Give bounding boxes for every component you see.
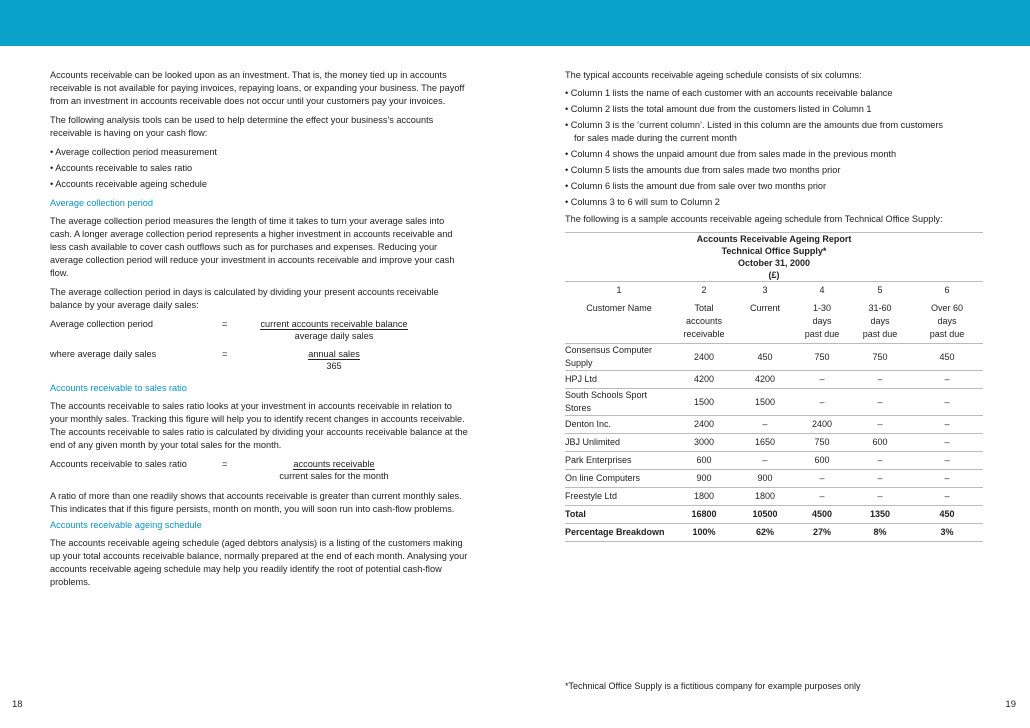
report-currency: (£) — [768, 270, 780, 280]
percentage-cell: 62% — [735, 524, 795, 542]
amount-cell: 1800 — [673, 488, 735, 506]
collection-period-paragraph: The average collection period measures the length of time it takes to turn your average sales into cash. A longer average collection period represents a higher investment in accounts receivable and less cash available to cover cash outflows such as for purchases and expenses. Reducing your average collection period will reduce your investment in accounts receivable and improve your cash flow. — [50, 216, 455, 278]
formula-denominator: average daily sales — [294, 331, 374, 341]
sample-intro: The following is a sample accounts receivable ageing schedule from Technical Office Supply: — [565, 214, 943, 224]
customer-name-cell: HPJ Ltd — [565, 371, 673, 389]
report-date: October 31, 2000 — [737, 258, 811, 268]
total-cell: 16800 — [673, 506, 735, 524]
amount-cell: – — [849, 488, 911, 506]
amount-cell: – — [735, 452, 795, 470]
formula-equals: = — [222, 349, 228, 359]
bullet-item: • Column 3 is the ‘current column’. Listed in this column are the amounts due from customers — [565, 120, 944, 130]
amount-cell: 600 — [795, 452, 849, 470]
ratio-paragraph: The accounts receivable to sales ratio looks at your investment in accounts receivable in relation to your monthly sales. Tracking this figure will help you to identify recent changes in accounts receivable. The accounts receivable to sales ratio is calculated by dividing your accounts receivable balance at the end of any given month by your total sales for the month. — [50, 401, 468, 450]
column-number: 2 — [673, 282, 735, 300]
amount-cell: – — [911, 470, 983, 488]
formula-label: Accounts receivable to sales ratio — [50, 459, 187, 469]
section-heading: Average collection period — [50, 198, 154, 208]
formula-label: Average collection period — [50, 319, 154, 329]
customer-name-cell: Park Enterprises — [565, 452, 673, 470]
left-column — [50, 69, 468, 595]
page-number-left: 18 — [12, 699, 23, 710]
amount-cell: 1500 — [735, 389, 795, 416]
bullet-item: • Average collection period measurement — [50, 147, 217, 157]
report-company: Technical Office Supply* — [721, 246, 827, 256]
amount-cell: – — [911, 452, 983, 470]
amount-cell: 600 — [849, 434, 911, 452]
bullet-item: • Column 2 lists the total amount due from the customers listed in Column 1 — [565, 104, 872, 114]
header-total: Total accounts receivable — [673, 300, 735, 344]
footnote: *Technical Office Supply is a fictitious company for example purposes only — [565, 681, 861, 691]
percentage-cell: 8% — [849, 524, 911, 542]
amount-cell: – — [795, 371, 849, 389]
formula-ratio — [50, 458, 468, 484]
amount-cell: – — [849, 416, 911, 434]
column-number: 3 — [735, 282, 795, 300]
table-row — [565, 371, 983, 389]
amount-cell: 1800 — [735, 488, 795, 506]
table-row — [565, 434, 983, 452]
column-number: 4 — [795, 282, 849, 300]
bullet-item: • Columns 3 to 6 will sum to Column 2 — [565, 197, 720, 207]
bullet-item: • Column 4 shows the unpaid amount due from sales made in the previous month — [565, 149, 897, 159]
top-banner — [0, 0, 1030, 46]
amount-cell: – — [849, 470, 911, 488]
customer-name-cell: Consensus Computer Supply — [565, 344, 673, 371]
table-row — [565, 452, 983, 470]
amount-cell: – — [911, 371, 983, 389]
total-cell: 4500 — [795, 506, 849, 524]
formula-label: where average daily sales — [50, 349, 157, 359]
calculation-paragraph: The average collection period in days is calculated by dividing your present accounts receivable balance by your average daily sales: — [50, 287, 439, 310]
bullet-item-continued: for sales made during the current month — [574, 133, 737, 143]
tools-paragraph: The following analysis tools can be used to help determine the effect your business’s accounts receivable is having on your cash flow: — [50, 115, 434, 138]
amount-cell: – — [795, 470, 849, 488]
amount-cell: – — [849, 371, 911, 389]
bullet-item: • Accounts receivable ageing schedule — [50, 179, 207, 189]
formula-denominator: current sales for the month — [279, 471, 389, 481]
table-row — [565, 416, 983, 434]
total-cell: 450 — [911, 506, 983, 524]
amount-cell: 450 — [735, 344, 795, 371]
bullet-item: • Column 5 lists the amounts due from sales made two months prior — [565, 165, 841, 175]
amount-cell: 450 — [911, 344, 983, 371]
amount-cell: 600 — [673, 452, 735, 470]
column-number: 5 — [849, 282, 911, 300]
report-title — [565, 233, 983, 282]
formula-denominator: 365 — [326, 361, 342, 371]
column-number: 6 — [911, 282, 983, 300]
total-label: Total — [565, 506, 673, 524]
customer-name-cell: Freestyle Ltd — [565, 488, 673, 506]
percentage-cell: 100% — [673, 524, 735, 542]
amount-cell: – — [911, 389, 983, 416]
formula-equals: = — [222, 319, 228, 329]
formula-numerator: accounts receivable — [293, 459, 375, 469]
amount-cell: 4200 — [735, 371, 795, 389]
customer-name-cell: South Schools Sport Stores — [565, 389, 673, 416]
amount-cell: 2400 — [673, 344, 735, 371]
amount-cell: – — [795, 389, 849, 416]
formula-numerator: current accounts receivable balance — [260, 319, 408, 329]
table-row — [565, 470, 983, 488]
amount-cell: 1500 — [673, 389, 735, 416]
total-cell: 10500 — [735, 506, 795, 524]
amount-cell: 900 — [735, 470, 795, 488]
amount-cell: – — [911, 434, 983, 452]
amount-cell: – — [795, 488, 849, 506]
header-customer-name: Customer Name — [565, 300, 673, 344]
amount-cell: 1650 — [735, 434, 795, 452]
schedule-intro: The typical accounts receivable ageing schedule consists of six columns: — [565, 70, 862, 80]
section-heading: Accounts receivable ageing schedule — [50, 520, 202, 530]
column-number: 1 — [565, 282, 673, 300]
intro-paragraph: Accounts receivable can be looked upon as an investment. That is, the money tied up in accounts receivable is not available for paying invoices, repaying loans, or expanding your business. The payoff from an investment in accounts receivable does not occur until your customers pay your invoices. — [50, 70, 465, 106]
header-31-60: 31-60 days past due — [849, 300, 911, 344]
formula-collection-period — [50, 318, 468, 344]
amount-cell: 750 — [795, 434, 849, 452]
percentage-cell: 3% — [911, 524, 983, 542]
bullet-item: • Column 6 lists the amount due from sale over two months prior — [565, 181, 827, 191]
customer-name-cell: JBJ Unlimited — [565, 434, 673, 452]
section-heading: Accounts receivable to sales ratio — [50, 383, 187, 393]
amount-cell: – — [911, 416, 983, 434]
amount-cell: – — [911, 488, 983, 506]
amount-cell: 2400 — [673, 416, 735, 434]
ageing-schedule-paragraph: The accounts receivable ageing schedule (aged debtors analysis) is a listing of the customers making up your total accounts receivable balance, normally prepared at the end of each month. Analysing your accounts receivable ageing schedule may help you readily identify the root of potential cash-flow problems. — [50, 538, 468, 587]
header-1-30: 1-30 days past due — [795, 300, 849, 344]
formula-equals: = — [222, 459, 228, 469]
header-current: Current — [735, 300, 795, 344]
amount-cell: 750 — [795, 344, 849, 371]
table-row — [565, 389, 983, 416]
amount-cell: 4200 — [673, 371, 735, 389]
column-bullets — [565, 87, 983, 209]
header-over-60: Over 60 days past due — [911, 300, 983, 344]
total-row — [565, 506, 983, 524]
percentage-cell: 27% — [795, 524, 849, 542]
percentage-label: Percentage Breakdown — [565, 524, 673, 542]
report-title-line: Accounts Receivable Ageing Report — [696, 234, 852, 244]
bullet-item: • Column 1 lists the name of each customer with an accounts receivable balance — [565, 88, 893, 98]
amount-cell: – — [735, 416, 795, 434]
customer-name-cell: On line Computers — [565, 470, 673, 488]
customer-name-cell: Denton Inc. — [565, 416, 673, 434]
table-row — [565, 344, 983, 371]
formula-numerator: annual sales — [308, 349, 360, 359]
page-number-right: 19 — [1005, 699, 1016, 710]
amount-cell: – — [849, 452, 911, 470]
amount-cell: 3000 — [673, 434, 735, 452]
percentage-row — [565, 524, 983, 542]
amount-cell: 900 — [673, 470, 735, 488]
ratio-interpretation-paragraph: A ratio of more than one readily shows that accounts receivable is greater than current monthly sales. This indicates that if this figure persists, month on month, you will soon run into cash-flow problems. — [50, 491, 462, 514]
amount-cell: 2400 — [795, 416, 849, 434]
right-column — [565, 69, 983, 542]
bullet-item: • Accounts receivable to sales ratio — [50, 163, 193, 173]
ageing-report-table — [565, 232, 983, 542]
formula-daily-sales — [50, 348, 468, 374]
table-row — [565, 488, 983, 506]
total-cell: 1350 — [849, 506, 911, 524]
amount-cell: 750 — [849, 344, 911, 371]
amount-cell: – — [849, 389, 911, 416]
